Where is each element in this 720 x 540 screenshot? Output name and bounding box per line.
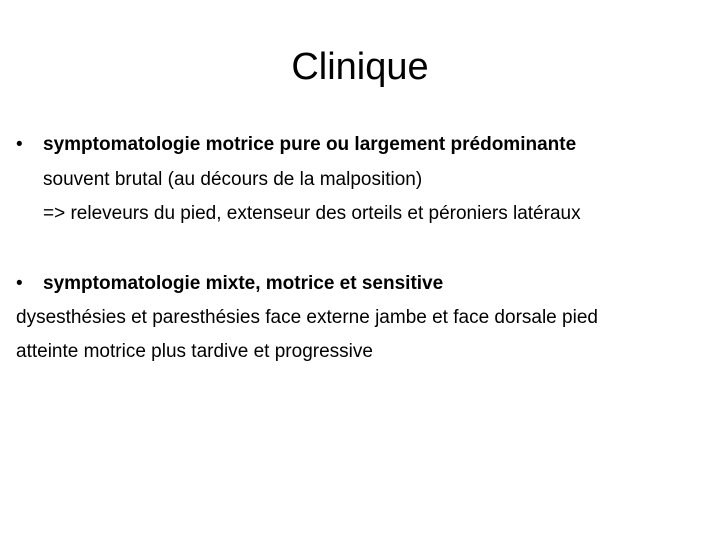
section-2-line-1: dysesthésies et paresthésies face externe jambe et face dorsale pied bbox=[16, 307, 598, 328]
section-1-line-1: souvent brutal (au décours de la malposition) bbox=[43, 169, 423, 190]
section-1-line-2: => releveurs du pied, extenseur des orteils et péroniers latéraux bbox=[43, 203, 581, 224]
section-2-line-2: atteinte motrice plus tardive et progressive bbox=[16, 341, 373, 362]
bullet-marker: • bbox=[16, 273, 23, 294]
slide-title: Clinique bbox=[291, 46, 429, 88]
section-2-heading: symptomatologie mixte, motrice et sensitive bbox=[43, 273, 444, 294]
bullet-marker: • bbox=[16, 134, 23, 155]
section-1-heading: symptomatologie motrice pure ou largement prédominante bbox=[43, 134, 577, 155]
